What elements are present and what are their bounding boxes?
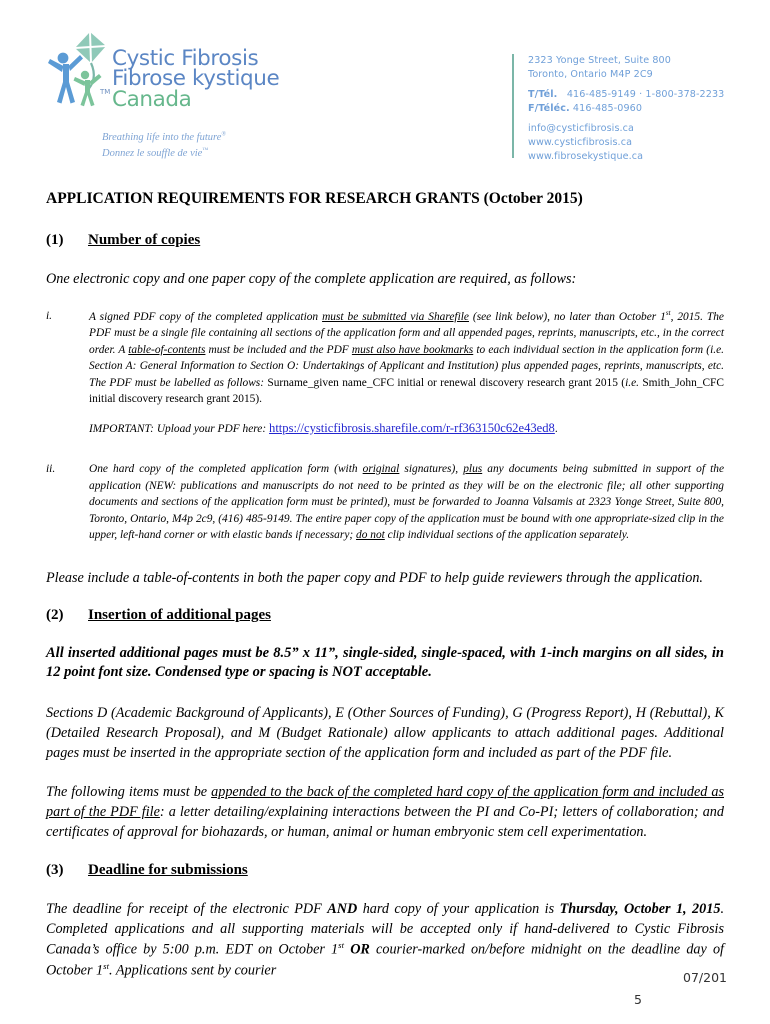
section-number-2: (2) xyxy=(46,607,64,624)
list-item xyxy=(46,308,724,438)
contact-phone-fax xyxy=(528,88,758,115)
page-title: APPLICATION REQUIREMENTS FOR RESEARCH GRANTS (October 2015) xyxy=(46,190,583,207)
logo-wordmark xyxy=(112,46,280,112)
wordmark-line-2: Fibrose kystique xyxy=(112,66,280,92)
wordmark-line-3: Canada xyxy=(112,86,192,112)
section-2-appended-items: The following items must be appended to the back of the completed hard copy of the application form and included as part of the PDF file: a letter detailing/explaining interactions between the PI and Co-PI; letters of collaboration; and certificates of approval for biohazards, or human, animal or human embryonic stem cell experimentation. xyxy=(46,784,724,841)
list-item xyxy=(46,461,724,544)
phone-line xyxy=(528,88,758,102)
wordmark-line-1: Cystic Fibrosis xyxy=(112,46,259,71)
section-1-closing: Please include a table-of-contents in both the paper copy and PDF to help guide reviewers through the application. xyxy=(46,569,703,586)
footer-page-number: 5 xyxy=(634,992,642,1007)
contact-address xyxy=(528,54,758,81)
section-title-3: Deadline for submissions xyxy=(88,861,248,878)
sharefile-upload-link[interactable]: https://cysticfibrosis.sharefile.com/r-rf363150c62e43ed8 xyxy=(269,420,555,435)
section-number-1: (1) xyxy=(46,231,64,248)
list-marker-i: i. xyxy=(46,309,53,322)
section-title-2: Insertion of additional pages xyxy=(88,607,271,624)
contact-information-block xyxy=(528,54,758,163)
section-number-3: (3) xyxy=(46,861,64,878)
phone-label: T/Tél. xyxy=(528,89,558,101)
section-1-intro: One electronic copy and one paper copy of the complete application are required, as follows: xyxy=(46,270,577,287)
letterhead-header xyxy=(0,28,770,173)
logo-tagline xyxy=(102,130,226,163)
contact-web xyxy=(528,122,758,163)
tagline-english: Breathing life into the future® xyxy=(102,131,226,143)
footer-date: 07/201 xyxy=(683,970,727,985)
section-3-deadline: The deadline for receipt of the electronic PDF AND hard copy of your application is Thursday, October 1, 2015. Completed applications and all supporting materials will be accepted only if hand-delivered to Cystic Fibrosis Canada’s office by 5:00 p.m. EDT on October 1st OR courier-marked on/before midnight on the deadline day of October 1st. Applications sent by courier xyxy=(46,900,724,979)
website-english[interactable]: www.cysticfibrosis.ca xyxy=(528,137,633,149)
list-item-i-text: A signed PDF copy of the completed application must be submitted via Sharefile (see link below), no later than October 1st, 2015. The PDF must be a single file containing all sections of the application form and all appended pages, reprints, manuscripts, etc., in the correct order. A table-of-contents must be included and the PDF must also have bookmarks to each individual section in the application form (i.e. Section A: General Information to Section O: Undertakings of Applicant and Institution) plus appended pages, reprints, manuscripts, etc. The PDF must be labelled as follows: Surname_given name_CFC initial or renewal discovery research grant 2015 (i.e. Smith_John_CFC initial discovery research grant 2015). IMPORTANT: Upload your PDF here: https://cysticfibrosis.sharefile.com/r-rf363150c62e43ed8. xyxy=(89,308,724,438)
fax-label: F/Téléc. xyxy=(528,102,570,114)
document-body xyxy=(46,190,724,981)
section-title-1: Number of copies xyxy=(88,231,201,248)
sharefile-upload-note: IMPORTANT: Upload your PDF here: https://cysticfibrosis.sharefile.com/r-rf363150c62e43ed8. xyxy=(89,420,558,435)
header-vertical-divider xyxy=(512,54,514,158)
website-french[interactable]: www.fibrosekystique.ca xyxy=(528,150,644,162)
organization-logo xyxy=(46,30,346,170)
address-line-1: 2323 Yonge Street, Suite 800 xyxy=(528,55,671,66)
cystic-fibrosis-kite-logo-icon xyxy=(46,30,114,112)
address-line-2: Toronto, Ontario M4P 2C9 xyxy=(528,68,653,80)
trademark-mark: TM xyxy=(100,88,111,96)
list-item-ii-text: One hard copy of the completed application form (with original signatures), plus any documents being submitted in support of the application (NEW: publications and manuscripts do not need to be printed as they will be on the electronic file; all other supporting documents and sections of the application form must be printed), must be forwarded to Joanna Valsamis at 2323 Yonge Street, Suite 800, Toronto, Ontario, M4p 2c9, (416) 485-9149. The entire paper copy of the application must be bound with one appropriate-sized clip in the upper, left-hand corner or with elastic bands if necessary; do not clip individual sections of the application separately. xyxy=(89,463,724,542)
list-marker-ii: ii. xyxy=(46,463,56,476)
section-2-requirements: All inserted additional pages must be 8.5” x 11”, single-sided, single-spaced, with 1-inch margins on all sides, in 12 point font size. Condensed type or spacing is NOT acceptable. xyxy=(46,645,724,681)
section-heading-3 xyxy=(46,862,724,879)
fax-value: 416-485-0960 xyxy=(572,102,643,114)
section-2-sections-list: Sections D (Academic Background of Applicants), E (Other Sources of Funding), G (Progress Report), H (Rebuttal), K (Detailed Research Proposal), and M (Budget Rationale) allow applicants to attach additional pages. Additional pages must be inserted in the appropriate section of the application form and included as part of the PDF file. xyxy=(46,704,724,761)
fax-line xyxy=(528,102,758,116)
section-heading-2 xyxy=(46,607,724,624)
section-heading-1 xyxy=(46,232,724,249)
email-address[interactable]: info@cysticfibrosis.ca xyxy=(528,123,635,135)
phone-value: 416-485-9149 · 1-800-378-2233 xyxy=(566,89,725,101)
page-footer xyxy=(0,962,770,1024)
tagline-french: Donnez le souffle de vie™ xyxy=(102,147,209,160)
